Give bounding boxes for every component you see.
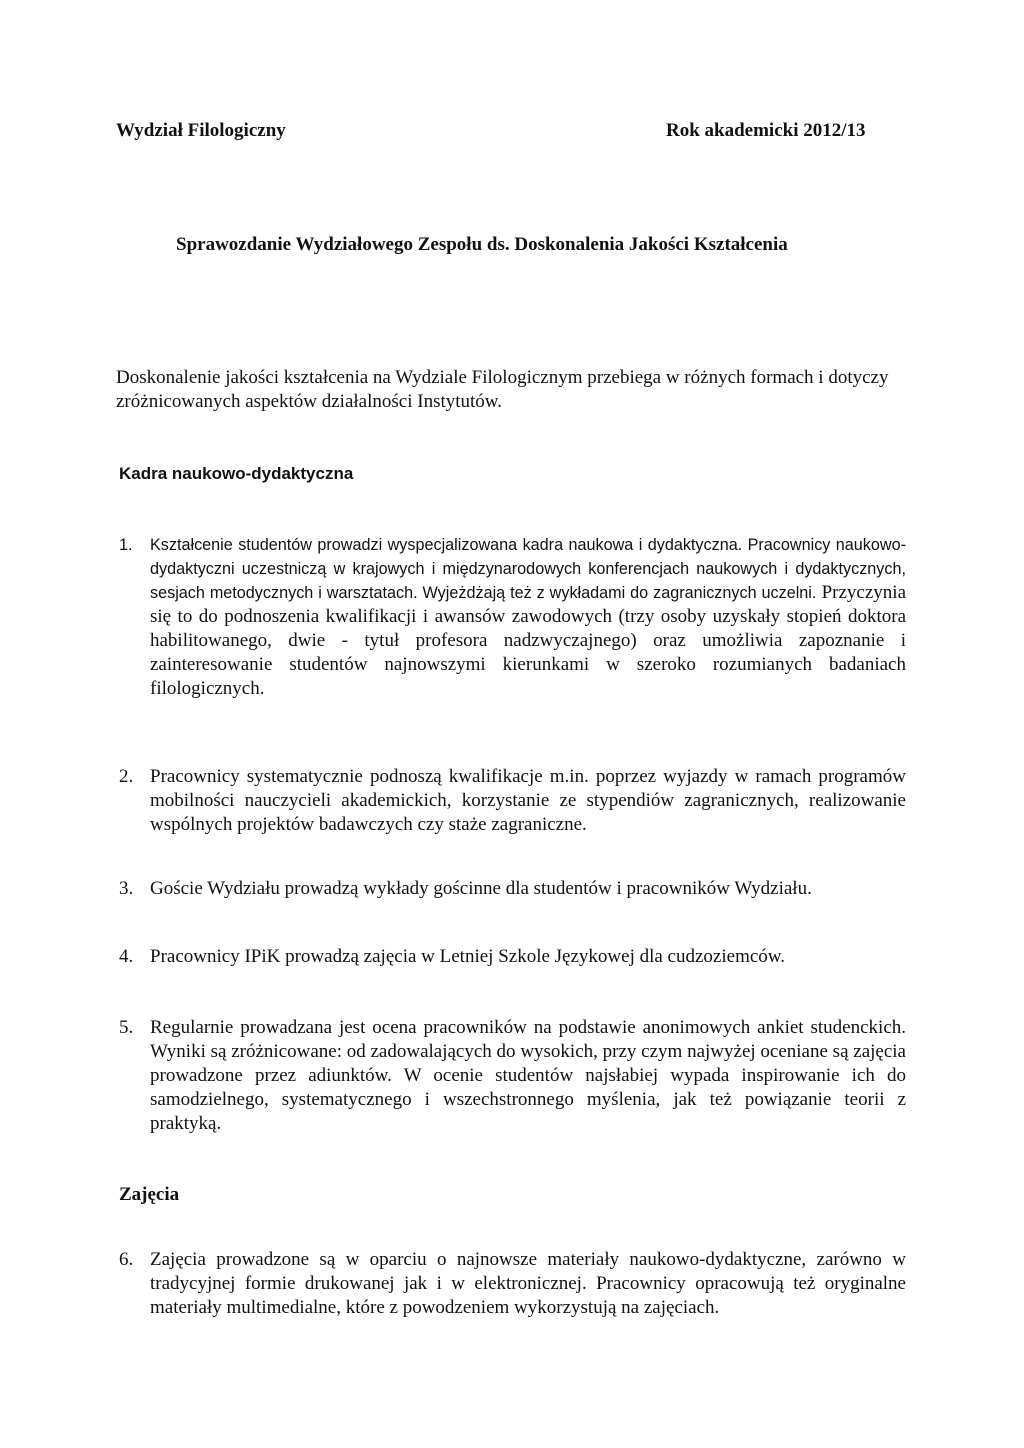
item-number: 2. [119, 766, 134, 787]
section-heading-classes: Zajęcia [119, 1184, 180, 1205]
document-title: Sprawozdanie Wydziałowego Zespołu ds. Doskonalenia Jakości Kształcenia [176, 234, 788, 255]
item-text: Regularnie prowadzana jest ocena pracowników na podstawie anonimowych ankiet studenckich. Wyniki są zróżnicowane: od zadowalających do wysokich, przy czym najwyżej oceniane są zajęcia prowadzone przez adiunktów. W ocenie studentów najsłabiej wypada inspirowanie ich do samodzielnego, systematycznego i wszechstronnego myślenia, jak też powiązanie teorii z praktyką. [150, 1017, 906, 1134]
item-text: Pracownicy systematycznie podnoszą kwalifikacje m.in. poprzez wyjazdy w ramach programów mobilności nauczycieli akademickich, korzystanie ze stypendiów zagranicznych, realizowanie wspólnych projektów badawczych czy staże zagraniczne. [150, 766, 906, 835]
item-number: 6. [119, 1249, 134, 1270]
list-item-4 [119, 945, 906, 969]
item-number: 1. [119, 536, 133, 554]
list-item-1 [119, 533, 906, 701]
item-number: 4. [119, 946, 134, 967]
item-text: Pracownicy IPiK prowadzą zajęcia w Letniej Szkole Językowej dla cudzoziemców. [150, 946, 786, 967]
item-number: 5. [119, 1017, 134, 1038]
list-item-5 [119, 1016, 906, 1136]
item-text [150, 533, 906, 701]
item-text-part2: Przyczynia się to do podnoszenia kwalifikacji i awansów zawodowych (trzy osoby uzyskały stopień doktora habilitowanego, dwie - tytuł profesora nadzwyczajnego) oraz umożliwia zapoznanie i zainteresowanie studentów najnowszymi kierunkami w szeroko rozumianych badaniach filologicznych. [150, 582, 906, 699]
item-text: Goście Wydziału prowadzą wykłady gościnne dla studentów i pracowników Wydziału. [150, 878, 812, 899]
intro-paragraph: Doskonalenie jakości kształcenia na Wydziale Filologicznym przebiega w różnych formach i dotyczy zróżnicowanych aspektów działalności Instytutów. [116, 367, 889, 412]
list-item-3 [119, 877, 906, 901]
academic-year: Rok akademicki 2012/13 [666, 120, 866, 141]
section-heading-staff: Kadra naukowo-dydaktyczna [119, 464, 354, 483]
item-number: 3. [119, 878, 134, 899]
item-text-part1: Kształcenie studentów prowadzi wyspecjalizowana kadra naukowa i dydaktyczna. Pracownicy naukowo-dydaktyczni uczestniczą w krajowych i międzynarodowych konferencjach naukowych i dydaktycznych, sesjach metodycznych i warsztatach. Wyjeżdżają też z wykładami do zagranicznych uczelni. [150, 536, 906, 602]
item-text: Zajęcia prowadzone są w oparciu o najnowsze materiały naukowo-dydaktyczne, zarówno w tradycyjnej formie drukowanej jak i w elektronicznej. Pracownicy opracowują też oryginalne materiały multimedialne, które z powodzeniem wykorzystują na zajęciach. [150, 1249, 906, 1318]
list-item-6 [119, 1248, 906, 1320]
list-item-2 [119, 765, 906, 837]
faculty-name: Wydział Filologiczny [116, 120, 286, 141]
